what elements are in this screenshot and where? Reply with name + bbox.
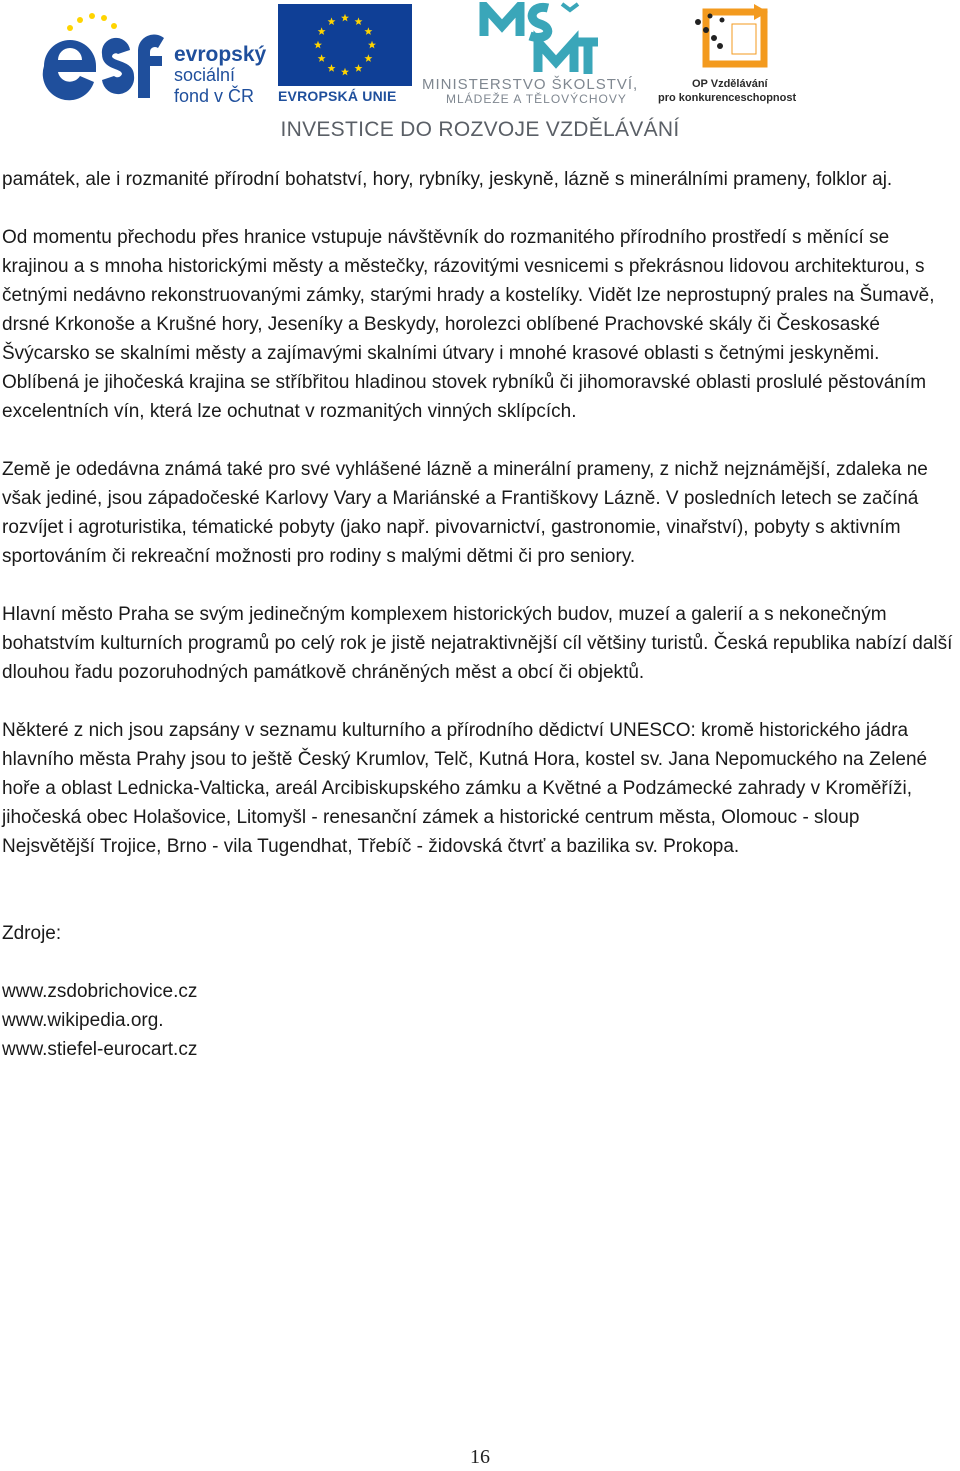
eu-star-icon bbox=[355, 64, 363, 72]
source-link[interactable]: www.zsdobrichovice.cz bbox=[2, 981, 198, 1002]
eu-star-icon bbox=[314, 41, 322, 49]
msmt-line-2: MLÁDEŽE A TĚLOVÝCHOVY bbox=[446, 92, 627, 106]
esf-mark-icon bbox=[40, 6, 166, 104]
tagline-text: INVESTICE DO ROZVOJE VZDĚLÁVÁNÍ bbox=[280, 118, 680, 141]
eu-star-icon bbox=[355, 17, 363, 25]
op-line-1: OP Vzdělávání bbox=[692, 78, 768, 90]
eu-logo bbox=[278, 4, 412, 106]
document-body bbox=[2, 165, 956, 1064]
esf-line-2: sociální bbox=[174, 65, 236, 85]
source-link[interactable]: www.stiefel-eurocart.cz bbox=[2, 1039, 198, 1060]
op-mark-icon bbox=[686, 2, 778, 74]
eu-label: EVROPSKÁ UNIE bbox=[278, 88, 397, 104]
paragraph-5: Některé z nich jsou zapsány v seznamu kulturního a přírodního dědictví UNESCO: kromě historického jádra hlavního města Prahy jsou to ještě Český Krumlov, Telč, Kutná Hora, kostel sv. Jana Nepomuckého na Zelené hoře a oblast Lednicka-Valticka, areál Arcibiskupského zámku a Květné a Podzámecké zahrady v Kroměříži, jihočeská obec Holašovice, Litomyšl - renesanční zámek a historické centrum města, Olomouc - sloup Nejsvětější Trojice, Brno - vila Tugendhat, Třebíč - židovská čtvrť a bazilika sv. Prokopa. bbox=[2, 720, 928, 857]
eu-star-icon bbox=[318, 27, 326, 35]
eu-star-icon bbox=[328, 17, 336, 25]
esf-logo bbox=[40, 6, 270, 106]
op-line-2: pro konkurenceschopnost bbox=[658, 92, 797, 104]
paragraph-3: Země je odedávna známá také pro své vyhlášené lázně a minerální prameny, z nichž nejznámější, zdaleka ne však jediné, jsou západočeské Karlovy Vary a Mariánské a Františkovy Lázně. V posledních letech se začíná rozvíjet i agroturistika, tématické pobyty (jako např. pivovarnictví, gastronomie, vinařství), pobyty s aktivním sportováním či rekreační možnosti pro rodiny s malými dětmi či pro seniory. bbox=[2, 459, 928, 567]
paragraph-1: památek, ale i rozmanité přírodní bohatství, hory, rybníky, jeskyně, lázně s minerálními prameny, folklor aj. bbox=[2, 169, 893, 190]
msmt-mark-icon bbox=[478, 2, 598, 76]
esf-line-3: fond v ČR bbox=[174, 86, 255, 106]
sources-heading: Zdroje: bbox=[2, 923, 62, 944]
eu-star-icon bbox=[318, 54, 326, 62]
eu-star-icon bbox=[364, 27, 372, 35]
msmt-line-1: MINISTERSTVO ŠKOLSTVÍ, bbox=[422, 76, 639, 93]
eu-star-icon bbox=[341, 68, 349, 76]
tagline bbox=[0, 118, 960, 142]
paragraph-4: Hlavní město Praha se svým jedinečným komplexem historických budov, muzeí a galerií a s nekonečným bohatstvím kulturních programů po celý rok je jistě nejatraktivnější cíl většiny turistů. Česká republika nabízí další dlouhou řadu pozoruhodných památkově chráněných měst a obcí či objektů. bbox=[2, 604, 953, 683]
msmt-logo bbox=[422, 2, 654, 106]
logo-header bbox=[0, 0, 960, 150]
eu-star-icon bbox=[364, 54, 372, 62]
eu-star-icon bbox=[328, 64, 336, 72]
source-link[interactable]: www.wikipedia.org. bbox=[2, 1010, 164, 1031]
op-logo bbox=[658, 2, 808, 106]
esf-line-1: evropský bbox=[174, 43, 267, 66]
page-number: 16 bbox=[470, 1446, 490, 1468]
eu-star-icon bbox=[341, 14, 349, 22]
eu-flag-icon bbox=[278, 4, 412, 86]
eu-star-icon bbox=[368, 41, 376, 49]
paragraph-2: Od momentu přechodu přes hranice vstupuje návštěvník do rozmanitého přírodního prostředí s měnící se krajinou a s mnoha historickými městy a městečky, rázovitými vesnicemi s překrásnou lidovou architekturou, s četnými nedávno rekonstruovanými zámky, starými hrady a kostelíky. Vidět lze neprostupný prales na Šumavě, drsné Krkonoše a Krušné hory, Jeseníky a Beskydy, horolezci oblíbené Prachovské skály či Českosaské Švýcarsko se skalními městy a zajímavými skalními útvary i mnohé krasové oblasti s četnými jeskyněmi. Oblíbená je jihočeská krajina se stříbřitou hladinou stovek rybníků či jihomoravské oblasti proslulé pěstováním excelentních vín, která lze ochutnat v rozmanitých vinných sklípcích. bbox=[2, 227, 935, 422]
sources-section bbox=[2, 919, 956, 1064]
